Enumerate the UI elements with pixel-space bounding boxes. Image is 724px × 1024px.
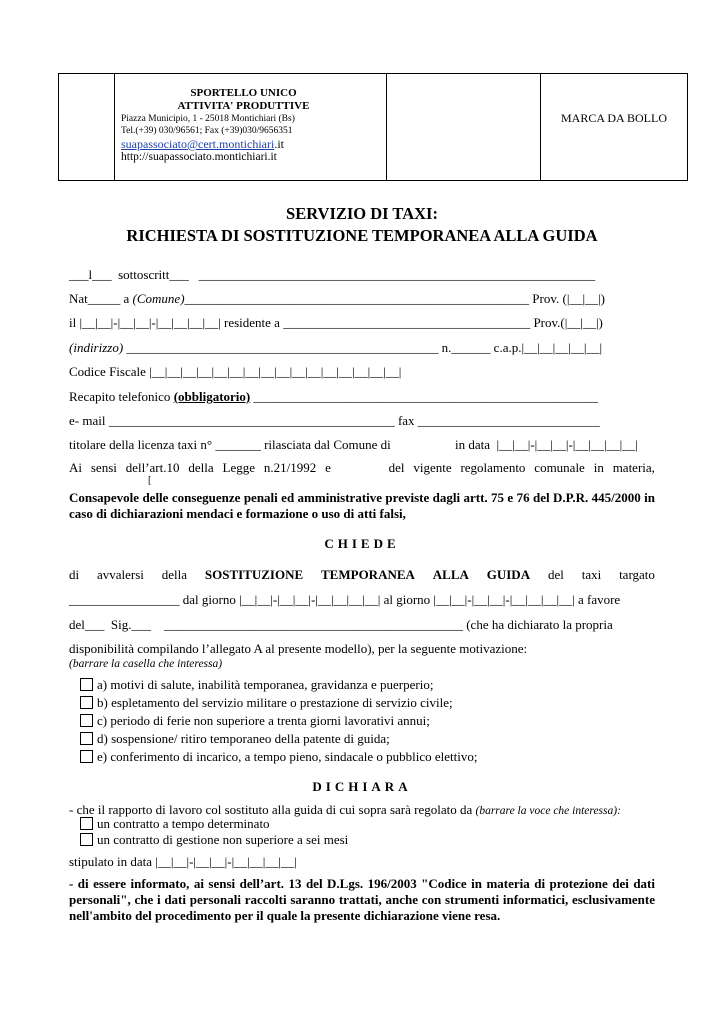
motivation-option-d[interactable] (80, 731, 390, 747)
law-word: n.21/1992 (263, 460, 317, 475)
office-website: http://suapassociato.montichiari.it (121, 151, 277, 163)
checkbox[interactable] (80, 732, 93, 745)
penal-warning-paragraph: Consapevole delle conseguenze penali ed amministrative previste dagli artt. 75 e 76 del D.P.R. 445/2000 in caso di dichiarazioni mendaci e formazione o uso di atti falsi, (69, 490, 655, 521)
chiede-request-line (69, 567, 655, 583)
law-word: della (188, 460, 214, 475)
contract-option-fixed-term[interactable] (80, 816, 270, 832)
office-phone: Tel.(+39) 030/96561; Fax (+39)030/9656351 (121, 126, 293, 136)
office-name-line1: SPORTELLO UNICO (190, 87, 297, 99)
birth-comune-label: (Comune) (132, 291, 185, 306)
checkbox[interactable] (80, 750, 93, 763)
law-word: Ai (69, 460, 82, 475)
phone-label: Recapito telefonico (69, 389, 174, 404)
law-word: del (388, 460, 405, 475)
law-word: sensi (90, 460, 117, 475)
law-word: e (325, 460, 331, 475)
motivation-option-b[interactable] (80, 695, 453, 711)
checkbox[interactable] (80, 833, 93, 846)
header-table (58, 73, 688, 181)
checkbox[interactable] (80, 817, 93, 830)
form-email-fax-line: e- mail ____________________________________________ fax ____________________________ (69, 413, 600, 428)
form-address-line (69, 340, 602, 356)
request-word: del (547, 567, 564, 582)
dichiara-intro-note: (barrare la voce che interessa): (475, 805, 621, 817)
phone-field: _____________________________________________________ (250, 389, 598, 404)
checkbox[interactable] (80, 696, 93, 709)
header-blank-cell (387, 74, 541, 180)
form-license-line: titolare della licenza taxi n° _______ rilasciata dal Comune di (69, 437, 391, 452)
chiede-checkbox-note: (barrare la casella che interessa) (69, 658, 223, 670)
form-license-date: in data |__|__|-|__|__|-|__|__|__|__| (455, 437, 638, 452)
stamp-label: MARCA DA BOLLO (560, 111, 667, 125)
stamp-cell (541, 74, 687, 180)
header-empty-cell (59, 74, 115, 180)
law-word: dell’art.10 (125, 460, 180, 475)
office-address: Piazza Municipio, 1 - 25018 Montichiari (Bs) (121, 114, 295, 124)
office-name-line2: ATTIVITA' PRODUTTIVE (177, 100, 310, 112)
chiede-substitute-line: del___ Sig.___ ______________________________________________ (che ha dichiarato la propria (69, 617, 613, 632)
phone-mandatory-label: (obbligatorio) (173, 389, 251, 404)
motivation-option-c[interactable] (80, 713, 430, 729)
form-residence-line: il |__|__|-|__|__|-|__|__|__|__| residente a ______________________________________ Prov.(|__|__|) (69, 315, 603, 330)
option-label: e) conferimento di incarico, a tempo pieno, sindacale o pubblico elettivo; (97, 749, 478, 764)
option-label: un contratto di gestione non superiore a sei mesi (97, 832, 349, 847)
dichiara-intro-text: - che il rapporto di lavoro col sostituto alla guida di cui sopra sarà regolato da (69, 802, 476, 817)
birth-fields: _____________________________________________________ Prov. (|__|__|) (184, 291, 605, 306)
law-word: Legge (222, 460, 255, 475)
stipulated-date-line: stipulato in data |__|__|-|__|__|-|__|__|__|__| (69, 854, 297, 869)
law-word: in (593, 460, 604, 475)
motivation-option-a[interactable] (80, 677, 433, 693)
office-email (121, 137, 386, 151)
law-word: comunale (534, 460, 585, 475)
option-label: b) espletamento del servizio militare o prestazione di servizio civile; (97, 695, 453, 710)
option-label: a) motivi di salute, inabilità temporanea, gravidanza e puerperio; (97, 677, 434, 692)
title-line1: SERVIZIO DI TAXI: (286, 204, 438, 223)
request-word: di (69, 567, 80, 582)
chiede-heading: CHIEDE (324, 536, 400, 551)
form-birth-line (69, 291, 605, 307)
office-email-suffix: .it (274, 137, 285, 151)
dichiara-heading: DICHIARA (312, 779, 412, 794)
form-fiscal-code-line: Codice Fiscale |__|__|__|__|__|__|__|__|__|__|__|__|__|__|__|__| (69, 364, 402, 379)
request-word: della (161, 567, 188, 582)
request-word: GUIDA (486, 567, 531, 582)
law-word (340, 460, 380, 476)
contract-option-management[interactable] (80, 832, 348, 848)
form-undersigned-line: ___l___ sottoscritt___ _____________________________________________________________ (69, 267, 596, 282)
checkbox[interactable] (80, 678, 93, 691)
request-word: avvalersi (96, 567, 144, 582)
address-fields: ________________________________________________ n.______ c.a.p.|__|__|__|__|__| (123, 340, 603, 355)
request-word: TEMPORANEA (321, 567, 415, 582)
birth-label: Nat_____ a (69, 291, 133, 306)
form-phone-line (69, 389, 598, 405)
chiede-availability-line: disponibilità compilando l’allegato A al presente modello), per la seguente motivazione: (69, 641, 528, 656)
address-label: (indirizzo) (69, 340, 124, 355)
request-word: ALLA (432, 567, 469, 582)
privacy-paragraph: - di essere informato, ai sensi dell’art. 13 del D.Lgs. 196/2003 "Codice in materia di protezione dei dati personali", che i dati personali raccolti saranno trattati, anche con strumenti informatici, esclusivamente nell'ambito del procedimento per il quale la presente dichiarazione viene resa. (69, 876, 655, 923)
law-bracket-mark: [ (148, 475, 152, 486)
law-word: materia, (612, 460, 655, 475)
request-word: SOSTITUZIONE (204, 567, 304, 582)
option-label: c) periodo di ferie non superiore a trenta giorni lavorativi annui; (97, 713, 430, 728)
office-info-cell (115, 74, 387, 180)
law-word: vigente (413, 460, 452, 475)
office-email-link[interactable]: suapassociato@cert.montichiari (121, 137, 275, 151)
motivation-option-e[interactable] (80, 749, 477, 765)
form-law-line (69, 460, 655, 476)
checkbox[interactable] (80, 714, 93, 727)
request-word: targato (619, 567, 655, 582)
request-word: taxi (581, 567, 602, 582)
law-word: regolamento (460, 460, 526, 475)
option-label: un contratto a tempo determinato (97, 816, 270, 831)
title-line2: RICHIESTA DI SOSTITUZIONE TEMPORANEA ALLA GUIDA (126, 226, 598, 245)
chiede-dates-line: _________________ dal giorno |__|__|-|__|__|-|__|__|__|__| al giorno |__|__|-|__|__|-|__|__|__|__| a favore (69, 592, 621, 607)
option-label: d) sospensione/ ritiro temporaneo della patente di guida; (97, 731, 390, 746)
